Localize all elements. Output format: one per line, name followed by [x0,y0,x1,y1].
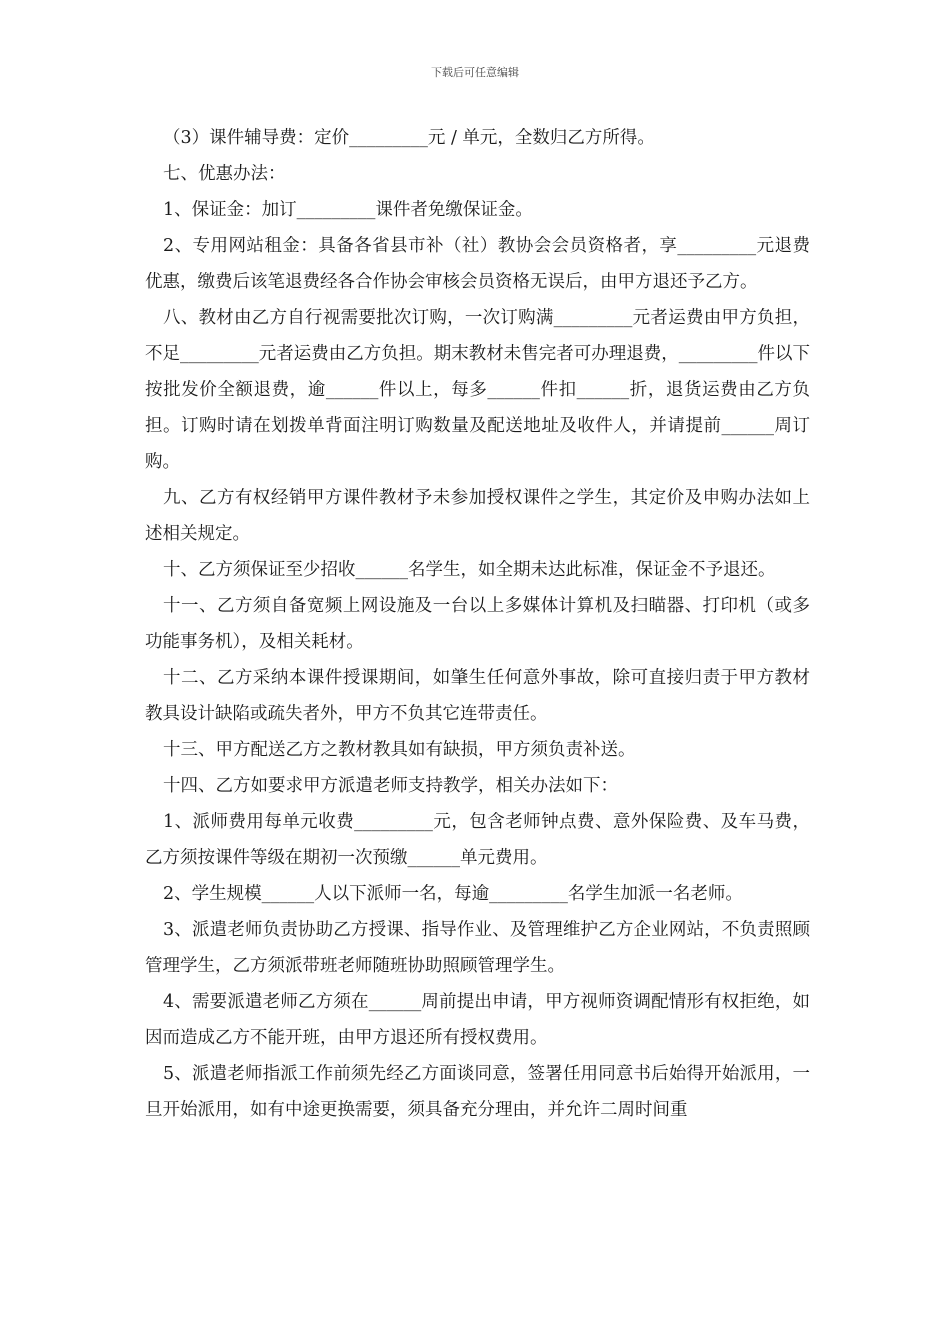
paragraph: 2、专用网站租金：具备各省县市补（社）教协会会员资格者，享_________元退费优惠，缴费后该笔退费经各合作协会审核会员资格无误后，由甲方退还予乙方。 [145,236,810,292]
paragraph: 1、派师费用每单元收费_________元，包含老师钟点费、意外保险费、及车马费，乙方须按课件等级在期初一次预缴______单元费用。 [145,812,810,868]
paragraph: 4、需要派遣老师乙方须在______周前提出申请，甲方视师资调配情形有权拒绝，如因而造成乙方不能开班，由甲方退还所有授权费用。 [145,992,810,1048]
paragraph: 十二、乙方采纳本课件授课期间，如肇生任何意外事故，除可直接归责于甲方教材教具设计缺陷或疏失者外，甲方不负其它连带责任。 [145,668,810,724]
paragraph: （3）课件辅导费：定价_________元 / 单元，全数归乙方所得。 [163,128,655,148]
paragraph: 5、派遣老师指派工作前须先经乙方面谈同意，签署任用同意书后始得开始派用，一旦开始派用，如有中途更换需要，须具备充分理由，并允许二周时间重 [145,1064,810,1120]
paragraph: 十、乙方须保证至少招收______名学生，如全期未达此标准，保证金不予退还。 [163,560,776,580]
paragraph: 八、教材由乙方自行视需要批次订购，一次订购满_________元者运费由甲方负担，不足_________元者运费由乙方负担。期末教材未售完者可办理退费，_________件以下按批发价全额退费，逾______件以上，每多______件扣______折，退货运费由乙方负担。订购时请在划拨单背面注明订购数量及配送地址及收件人，并请提前______周订购。 [145,308,810,472]
paragraph: 2、学生规模______人以下派师一名，每逾_________名学生加派一名老师。 [163,884,743,904]
section-heading: 七、优惠办法： [163,164,286,184]
section-heading: 十四、乙方如要求甲方派遣老师支持教学，相关办法如下： [163,776,618,796]
paragraph: 3、派遣老师负责协助乙方授课、指导作业、及管理维护乙方企业网站，不负责照顾管理学生，乙方须派带班老师随班协助照顾管理学生。 [145,920,810,976]
paragraph: 九、乙方有权经销甲方课件教材予未参加授权课件之学生，其定价及申购办法如上述相关规定。 [145,488,810,544]
paragraph: 十三、甲方配送乙方之教材教具如有缺损，甲方须负责补送。 [163,740,636,760]
page-header: 下载后可任意编辑 [431,66,519,79]
document-body [145,120,810,1128]
paragraph: 十一、乙方须自备宽频上网设施及一台以上多媒体计算机及扫瞄器、打印机（或多功能事务机），及相关耗材。 [145,596,810,652]
paragraph: 1、保证金：加订_________课件者免缴保证金。 [163,200,533,220]
